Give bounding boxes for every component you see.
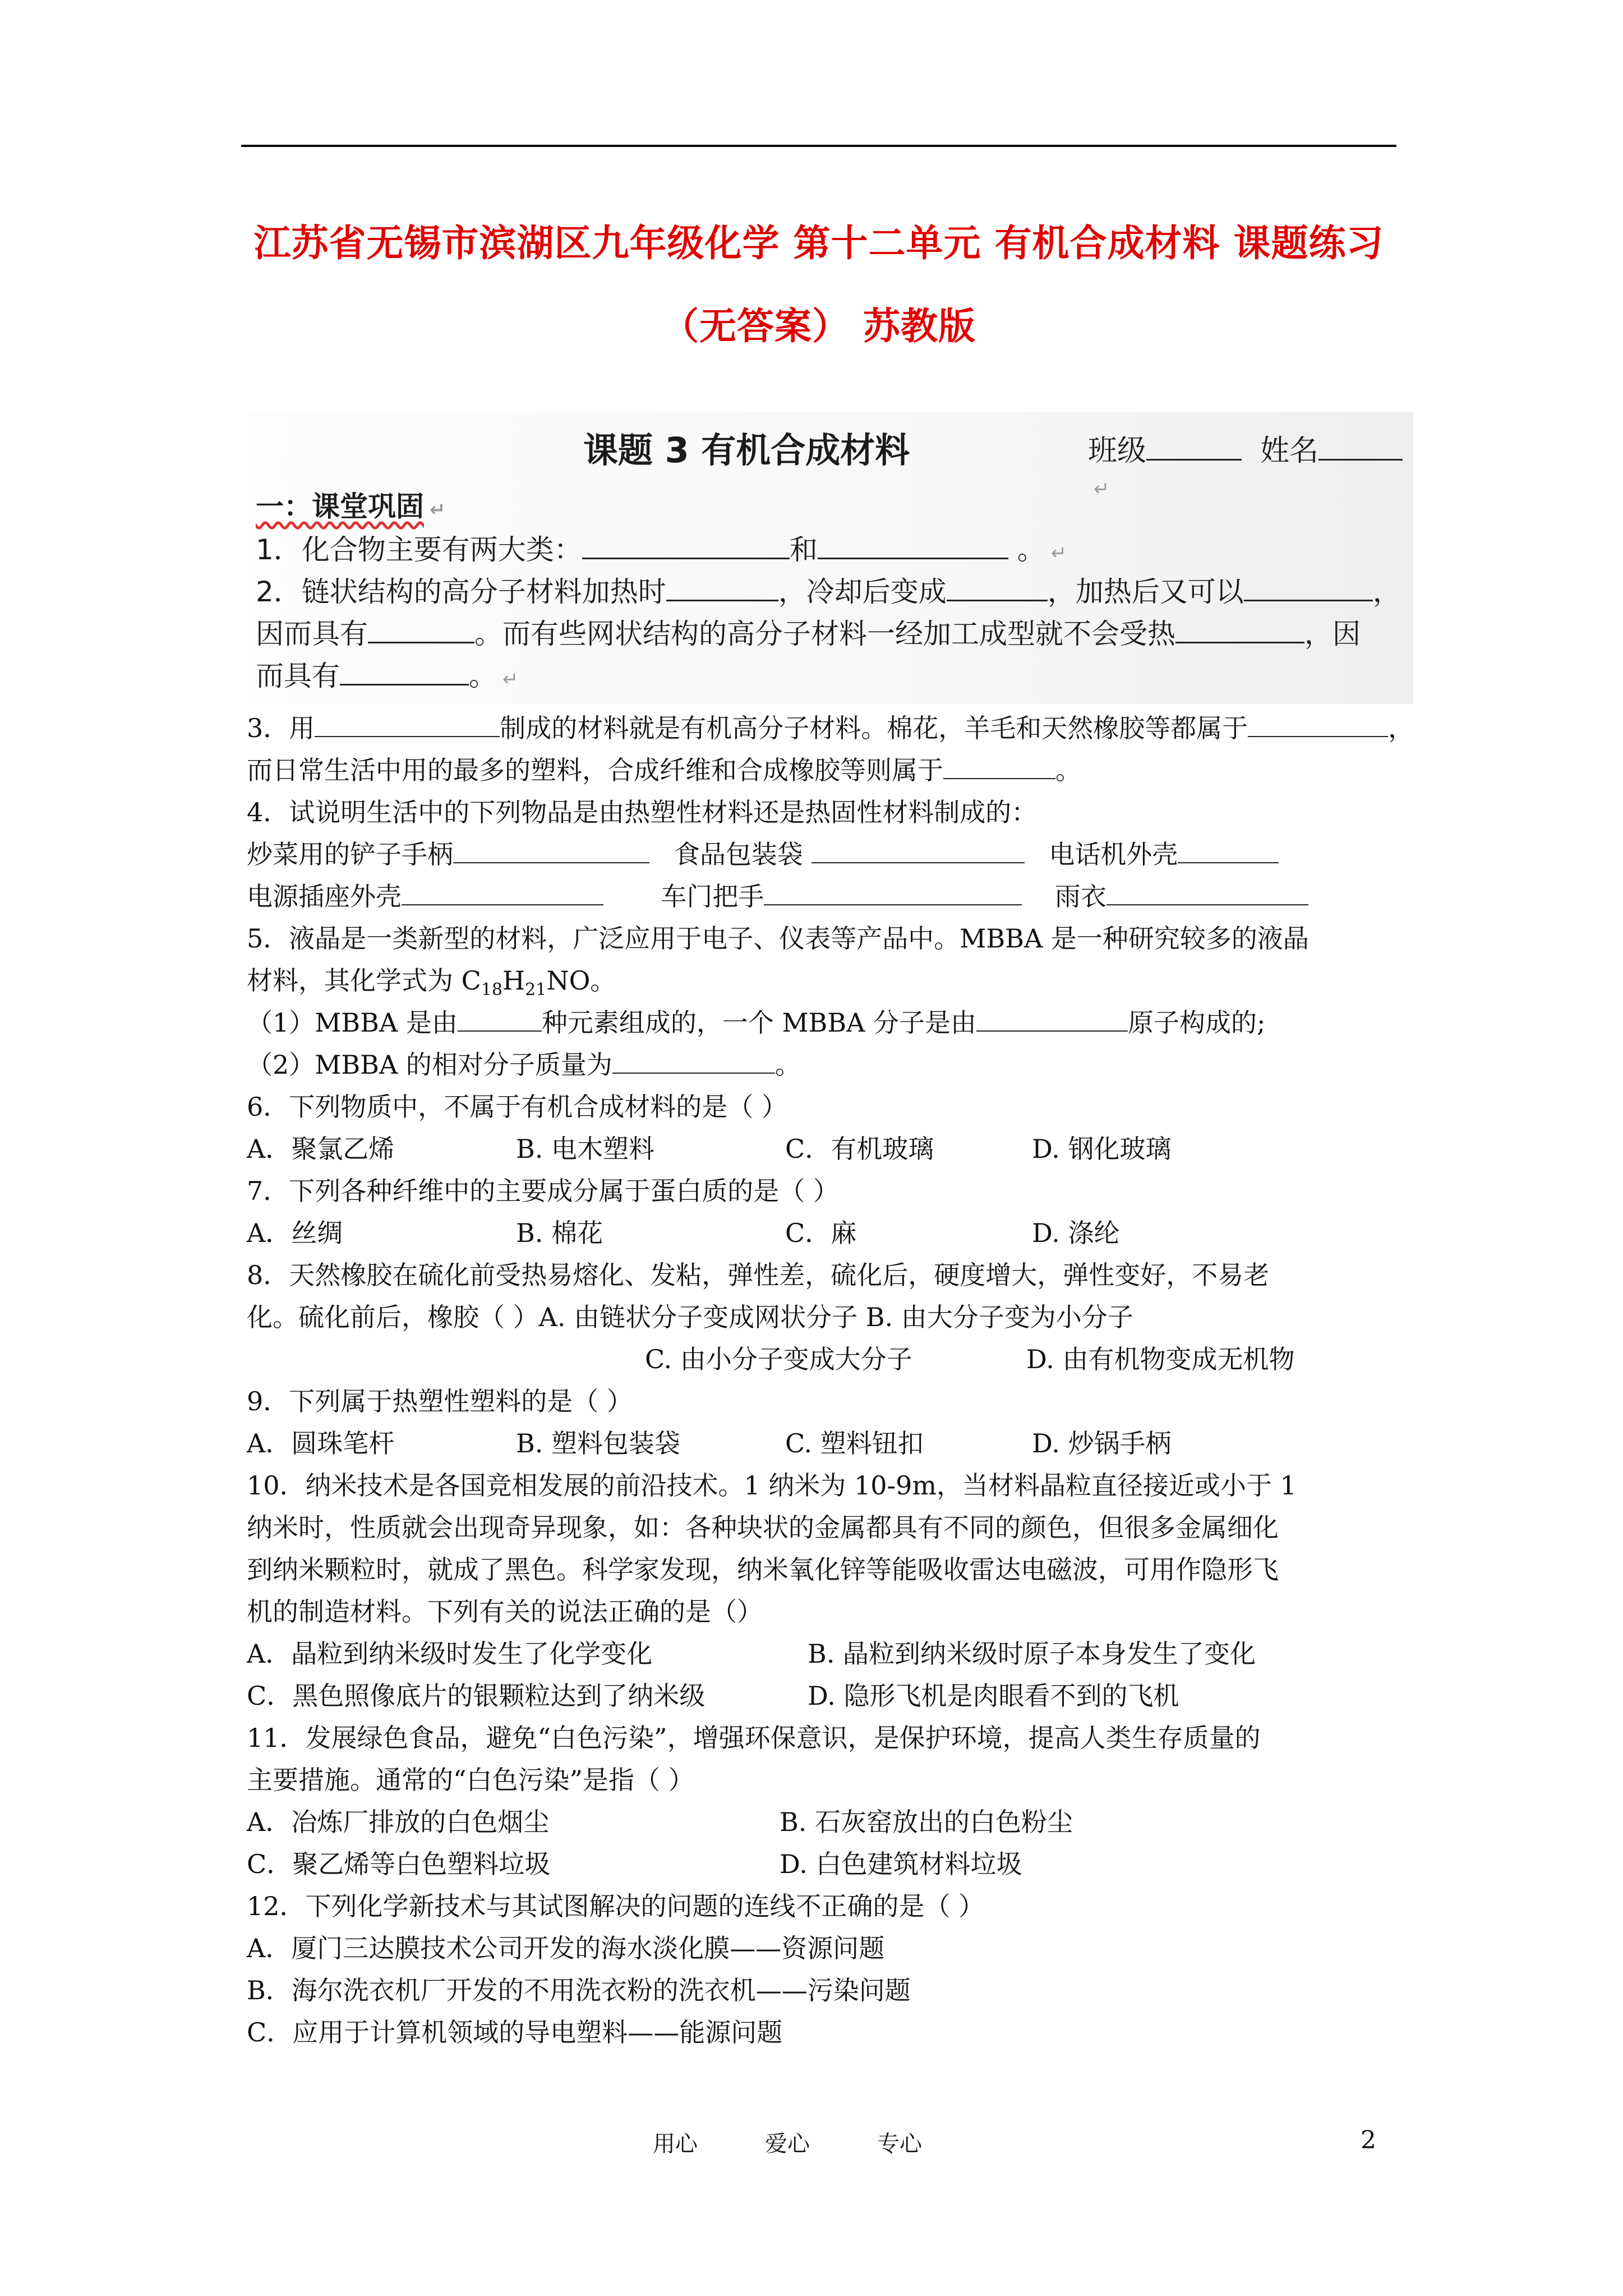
footer-word-3: 专心 bbox=[877, 2131, 922, 2157]
question-4-row-1: 炒菜用的铲子手柄 食品包装袋 电话机外壳 bbox=[247, 838, 1279, 871]
return-mark-icon: ↵ bbox=[430, 499, 446, 521]
document-title: 江苏省无锡市滨湖区九年级化学 第十二单元 有机合成材料 课题练习 bbox=[253, 222, 1384, 265]
question-6: 6．下列物质中，不属于有机合成材料的是（ ） bbox=[247, 1092, 787, 1122]
question-10-line-2: 纳米时，性质就会出现奇异现象，如：各种块状的金属都具有不同的颜色，但很多金属细化 bbox=[247, 1512, 1279, 1543]
footer-word-2: 爱心 bbox=[765, 2131, 810, 2157]
question-12-option-a: A．厦门三达膜技术公司开发的海水淡化膜——资源问题 bbox=[247, 1933, 885, 1963]
question-12-option-b: B．海尔洗衣机厂开发的不用洗衣粉的洗衣机——污染问题 bbox=[247, 1975, 911, 2005]
return-mark-icon: ↵ bbox=[502, 668, 519, 691]
question-9-options: A．圆珠笔杆 B. 塑料包装袋 C. 塑料钮扣 D. 炒锅手柄 bbox=[247, 1428, 1172, 1458]
question-11-options-cd: C．聚乙烯等白色塑料垃圾 D. 白色建筑材料垃圾 bbox=[247, 1849, 1022, 1879]
question-3-line-1: 3．用 制成的材料就是有机高分子材料。棉花，羊毛和天然橡胶等都属于 ， bbox=[247, 713, 1414, 743]
question-6-options: A．聚氯乙烯 B. 电木塑料 C．有机玻璃 D. 钢化玻璃 bbox=[247, 1134, 1172, 1164]
return-mark-icon: ↵ bbox=[1094, 478, 1110, 500]
question-4-row-2: 电源插座外壳 车门把手 雨衣 bbox=[247, 880, 1308, 913]
return-mark-icon: ↵ bbox=[1050, 542, 1067, 564]
question-5-line-1: 5．液晶是一类新型的材料，广泛应用于电子、仪表等产品中。MBBA 是一种研究较多的液晶 bbox=[247, 923, 1309, 954]
worksheet-heading: 课题 3 有机合成材料 bbox=[583, 430, 910, 471]
class-name-fields bbox=[1088, 427, 1413, 503]
question-1: 1．化合物主要有两大类： 和 。 ↵ bbox=[256, 533, 1067, 566]
page-number: 2 bbox=[1361, 2126, 1376, 2155]
question-12: 12．下列化学新技术与其试图解决的问题的连线不正确的是（ ） bbox=[247, 1891, 985, 1921]
footer-word-1: 用心 bbox=[653, 2131, 698, 2157]
question-10-options-ab: A．晶粒到纳米级时发生了化学变化 B. 晶粒到纳米级时原子本身发生了变化 bbox=[247, 1639, 1256, 1669]
question-5-part-2: （2）MBBA 的相对分子质量为 。 bbox=[247, 1050, 801, 1080]
worksheet-header-image bbox=[247, 412, 1413, 704]
question-11-line-2: 主要措施。通常的“白色污染”是指（ ） bbox=[247, 1765, 694, 1795]
question-8-line-3: C. 由小分子变成大分子 D. 由有机物变成无机物 bbox=[645, 1344, 1295, 1374]
question-2-line-2: 因而具有 。而有些网状结构的高分子材料一经加工成型就不会受热 ，因 bbox=[256, 618, 1361, 650]
question-4: 4．试说明生活中的下列物品是由热塑性材料还是热固性材料制成的： bbox=[247, 797, 1038, 827]
question-10-line-4: 机的制造材料。下列有关的说法正确的是（） bbox=[247, 1596, 763, 1627]
class-label: 班级 bbox=[1088, 434, 1147, 468]
question-11-options-ab: A．冶炼厂排放的白色烟尘 B. 石灰窑放出的白色粉尘 bbox=[247, 1807, 1073, 1837]
question-8-line-1: 8．天然橡胶在硫化前受热易熔化、发粘，弹性差，硫化后，硬度增大，弹性变好，不易老 bbox=[247, 1260, 1270, 1290]
name-blank bbox=[1318, 434, 1403, 461]
question-11-line-1: 11．发展绿色食品，避免“白色污染”，增强环保意识，是保护环境，提高人类生存质量的 bbox=[247, 1723, 1261, 1753]
question-10-line-3: 到纳米颗粒时，就成了黑色。科学家发现，纳米氧化锌等能吸收雷达电磁波，可用作隐形飞 bbox=[247, 1554, 1279, 1585]
question-3-line-2: 而日常生活中用的最多的塑料，合成纤维和合成橡胶等则属于 。 bbox=[247, 755, 1081, 785]
class-blank bbox=[1146, 434, 1242, 461]
name-label: 姓名 bbox=[1260, 434, 1319, 468]
section-heading: 一：课堂巩固 ↵ bbox=[256, 490, 446, 523]
question-2-line-1: 2．链状结构的高分子材料加热时 ，冷却后变成 ，加热后又可以 ， bbox=[256, 576, 1401, 608]
question-5-part-1: （1）MBBA 是由 种元素组成的，一个 MBBA 分子是由 原子构成的; bbox=[247, 1007, 1266, 1038]
question-7: 7．下列各种纤维中的主要成分属于蛋白质的是（ ） bbox=[247, 1176, 839, 1206]
question-10-line-1: 10．纳米技术是各国竞相发展的前沿技术。1 纳米为 10-9m，当材料晶粒直径接近或小于 1 bbox=[247, 1470, 1297, 1501]
question-12-option-c: C．应用于计算机领域的导电塑料——能源问题 bbox=[247, 2017, 783, 2047]
question-7-options: A．丝绸 B. 棉花 C．麻 D. 涤纶 bbox=[247, 1218, 1120, 1248]
question-9: 9．下列属于热塑性塑料的是（ ） bbox=[247, 1386, 633, 1416]
question-10-options-cd: C．黑色照像底片的银颗粒达到了纳米级 D. 隐形飞机是肉眼看不到的飞机 bbox=[247, 1681, 1179, 1711]
question-2-line-3: 而具有 。 ↵ bbox=[256, 660, 519, 692]
header-rule bbox=[241, 145, 1396, 147]
question-5-line-2: 材料，其化学式为 $C_{18}H_{21}NO$。 bbox=[247, 965, 616, 1000]
document-subtitle: （无答案） 苏教版 bbox=[662, 305, 976, 348]
question-8-line-2: 化。硫化前后，橡胶（ ）A. 由链状分子变成网状分子 B. 由大分子变为小分子 bbox=[247, 1302, 1133, 1332]
